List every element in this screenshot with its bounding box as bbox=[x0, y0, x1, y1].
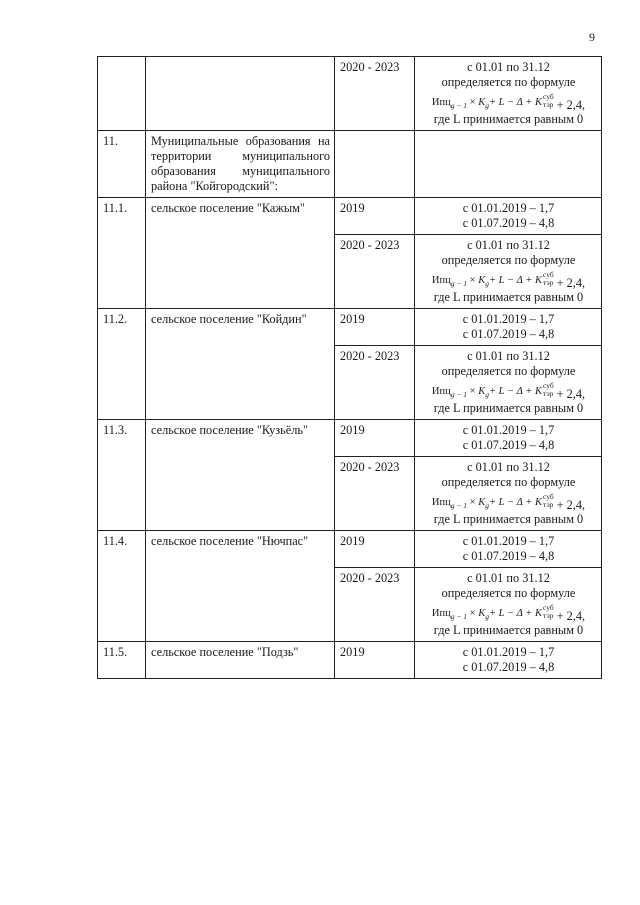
rate-cell bbox=[415, 568, 602, 642]
indexation-formula: $Ипц_{g - 1} \times K_g+ L - \Delta + K$ суб тэр + 2,4, bbox=[431, 381, 586, 401]
rate-note: где L принимается равным 0 bbox=[433, 290, 584, 304]
row-number-cell: 11.5. bbox=[98, 642, 146, 679]
rate-line: с 01.07.2019 – 4,8 bbox=[462, 327, 555, 341]
rate-cell bbox=[415, 57, 602, 131]
rate-line: с 01.07.2019 – 4,8 bbox=[462, 660, 555, 674]
row-number-cell: 11.2. bbox=[98, 309, 146, 420]
rate-line: определяется по формуле bbox=[441, 586, 576, 600]
rate-note: где L принимается равным 0 bbox=[433, 112, 584, 126]
indexation-formula: $Ипц_{g - 1} \times K_g+ L - \Delta + K$ суб тэр + 2,4, bbox=[431, 270, 586, 290]
rate-line: с 01.01 по 31.12 bbox=[467, 238, 550, 252]
period-cell: 2019 bbox=[335, 309, 415, 346]
indexation-formula: $Ипц_{g - 1} \times K_g+ L - \Delta + K$ суб тэр + 2,4, bbox=[431, 603, 586, 623]
table-row bbox=[98, 198, 602, 235]
rate-cell bbox=[415, 235, 602, 309]
table-row bbox=[98, 642, 602, 679]
period-cell: 2020 - 2023 bbox=[335, 457, 415, 531]
rate-line: определяется по формуле bbox=[441, 253, 576, 267]
tariff-table bbox=[97, 56, 602, 679]
territory-name-cell: сельское поселение "Кузьёль" bbox=[146, 420, 335, 531]
table-row bbox=[98, 57, 602, 131]
period-cell: 2020 - 2023 bbox=[335, 346, 415, 420]
rate-cell bbox=[415, 198, 602, 235]
row-number-cell: 11. bbox=[98, 131, 146, 198]
page-number: 9 bbox=[589, 30, 595, 44]
row-number-cell: 11.3. bbox=[98, 420, 146, 531]
rate-note: где L принимается равным 0 bbox=[433, 623, 584, 637]
rate-line: с 01.01.2019 – 1,7 bbox=[462, 423, 555, 437]
territory-name-cell: сельское поселение "Нючпас" bbox=[146, 531, 335, 642]
table-row bbox=[98, 531, 602, 568]
period-cell: 2020 - 2023 bbox=[335, 568, 415, 642]
rate-line: с 01.07.2019 – 4,8 bbox=[462, 549, 555, 563]
rate-line: с 01.01.2019 – 1,7 bbox=[462, 645, 555, 659]
rate-cell bbox=[415, 309, 602, 346]
indexation-formula: $Ипц_{g - 1} \times K_g+ L - \Delta + K$ суб тэр + 2,4, bbox=[431, 492, 586, 512]
rate-line: определяется по формуле bbox=[441, 475, 576, 489]
period-cell: 2020 - 2023 bbox=[335, 57, 415, 131]
territory-name-cell: сельское поселение "Койдин" bbox=[146, 309, 335, 420]
period-cell: 2019 bbox=[335, 198, 415, 235]
rate-line: с 01.01.2019 – 1,7 bbox=[462, 312, 555, 326]
period-cell bbox=[335, 131, 415, 198]
territory-name-cell bbox=[146, 57, 335, 131]
rate-line: с 01.01 по 31.12 bbox=[467, 60, 550, 74]
row-number-cell: 11.4. bbox=[98, 531, 146, 642]
rate-line: с 01.07.2019 – 4,8 bbox=[462, 216, 555, 230]
rate-cell bbox=[415, 531, 602, 568]
period-cell: 2019 bbox=[335, 420, 415, 457]
rate-line: с 01.01 по 31.12 bbox=[467, 349, 550, 363]
territory-name-cell: сельское поселение "Подзь" bbox=[146, 642, 335, 679]
rate-line: с 01.01 по 31.12 bbox=[467, 460, 550, 474]
rate-line: с 01.01 по 31.12 bbox=[467, 571, 550, 585]
rate-note: где L принимается равным 0 bbox=[433, 401, 584, 415]
rate-line: определяется по формуле bbox=[441, 364, 576, 378]
rate-cell bbox=[415, 457, 602, 531]
rate-line: определяется по формуле bbox=[441, 75, 576, 89]
rate-note: где L принимается равным 0 bbox=[433, 512, 584, 526]
table-row bbox=[98, 420, 602, 457]
rate-cell bbox=[415, 642, 602, 679]
table-row bbox=[98, 131, 602, 198]
period-cell: 2020 - 2023 bbox=[335, 235, 415, 309]
indexation-formula: $Ипц_{g - 1} \times K_g+ L - \Delta + K$ суб тэр + 2,4, bbox=[431, 92, 586, 112]
period-cell: 2019 bbox=[335, 642, 415, 679]
rate-line: с 01.07.2019 – 4,8 bbox=[462, 438, 555, 452]
row-number-cell: 11.1. bbox=[98, 198, 146, 309]
row-number-cell bbox=[98, 57, 146, 131]
period-cell: 2019 bbox=[335, 531, 415, 568]
territory-name-cell: Муниципальные образования на территории муниципального образования муниципального района "Койгородский": bbox=[146, 131, 335, 198]
rate-cell bbox=[415, 346, 602, 420]
rate-line: с 01.01.2019 – 1,7 bbox=[462, 534, 555, 548]
rate-line: с 01.01.2019 – 1,7 bbox=[462, 201, 555, 215]
rate-cell bbox=[415, 420, 602, 457]
territory-name-cell: сельское поселение "Кажым" bbox=[146, 198, 335, 309]
table-row bbox=[98, 309, 602, 346]
rate-cell bbox=[415, 131, 602, 198]
